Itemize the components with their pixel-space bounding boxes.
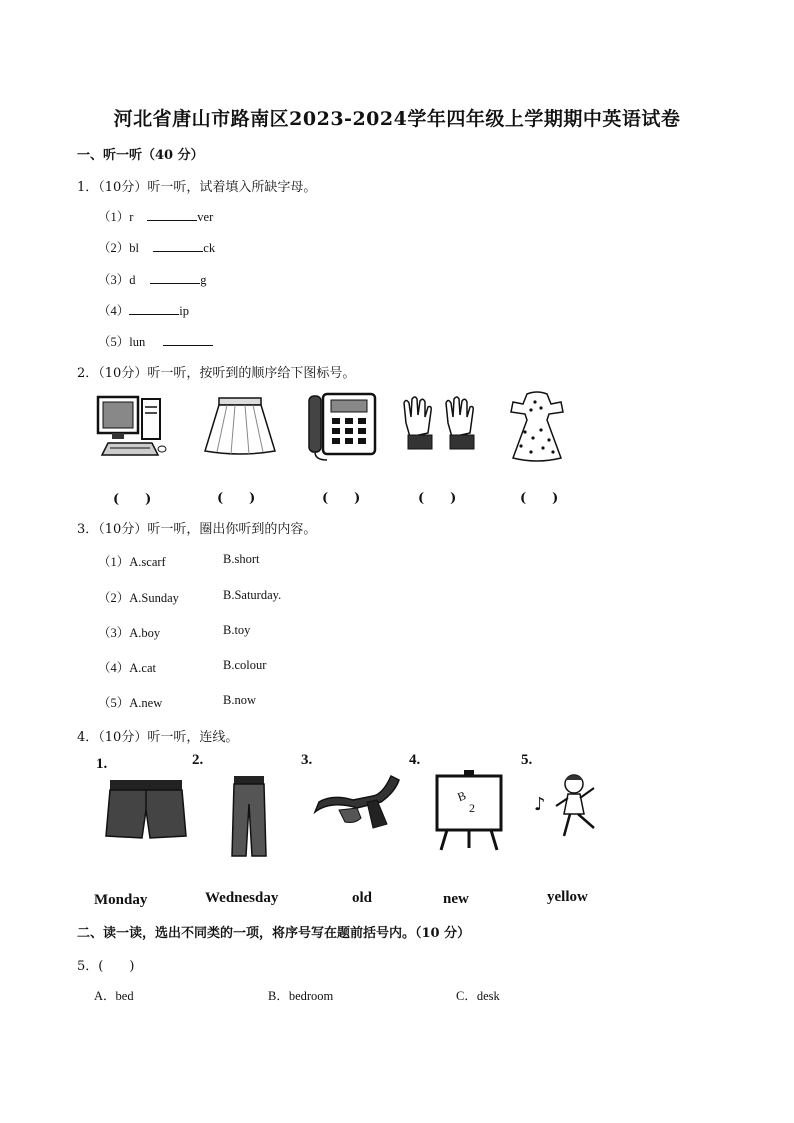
computer-icon — [94, 393, 168, 459]
dress-icon — [505, 388, 569, 464]
q3-option-b-3[interactable]: B.toy — [223, 623, 251, 637]
skirt-icon — [201, 395, 279, 457]
svg-text:2: 2 — [469, 801, 475, 815]
q1-item-5: （5）lun — [98, 332, 213, 350]
question-2-text: 2．（10分）听一听，按听到的顺序给下图标号。 — [77, 366, 356, 381]
question-1-text: 1．（10分）听一听，试着填入所缺字母。 — [77, 180, 317, 195]
q3-option-b-5[interactable]: B.now — [223, 693, 256, 707]
q3-item-2: （2）A.Sunday — [98, 591, 179, 605]
page-title: 河北省唐山市路南区2023-2024学年四年级上学期期中英语试卷 — [113, 108, 681, 130]
answer-blank[interactable] — [153, 239, 203, 252]
singing-girl-icon — [532, 770, 612, 842]
svg-text:♪: ♪ — [534, 794, 546, 815]
scarf-icon — [311, 772, 403, 832]
section-2-heading: 二、读一读，选出不同类的一项，将序号写在题前括号内。（10 分） — [77, 926, 471, 941]
answer-blank[interactable] — [129, 302, 179, 315]
question-3-text: 3．（10分）听一听，圈出你听到的内容。 — [77, 522, 317, 537]
picture-number-3: 3. — [301, 752, 313, 768]
word-monday[interactable]: Monday — [94, 892, 148, 908]
section-1-heading: 一、听一听（40 分） — [77, 148, 204, 163]
word-old[interactable]: old — [352, 890, 373, 906]
picture-number-2: 2. — [192, 752, 204, 768]
pants-icon — [226, 774, 272, 858]
q3-item-4: （4）A.cat — [98, 661, 156, 675]
picture-number-1: 1. — [96, 756, 108, 772]
q5-option-b[interactable]: B．bedroom — [268, 989, 334, 1003]
answer-bracket-1[interactable]: ( ) — [113, 492, 152, 507]
answer-bracket-4[interactable]: ( ) — [418, 491, 457, 506]
word-wednesday[interactable]: Wednesday — [205, 890, 279, 906]
q3-item-5: （5）A.new — [98, 696, 163, 710]
q5-option-a[interactable]: A．bed — [94, 989, 134, 1003]
q3-option-b-1[interactable]: B.short — [223, 552, 260, 566]
q3-item-3: （3）A.boy — [98, 626, 161, 640]
picture-number-5: 5. — [521, 752, 533, 768]
q5-option-c[interactable]: C．desk — [456, 989, 500, 1003]
word-new[interactable]: new — [443, 891, 469, 907]
shorts-icon — [104, 776, 188, 842]
answer-blank[interactable] — [163, 333, 213, 346]
telephone-icon — [305, 390, 381, 462]
blackboard-icon — [433, 768, 505, 852]
answer-bracket-2[interactable]: ( ) — [217, 491, 256, 506]
answer-bracket-3[interactable]: ( ) — [322, 491, 361, 506]
q3-option-b-4[interactable]: B.colour — [223, 658, 267, 672]
question-4-text: 4．（10分）听一听，连线。 — [77, 730, 239, 745]
word-yellow[interactable]: yellow — [547, 889, 588, 905]
q3-option-b-2[interactable]: B.Saturday. — [223, 588, 282, 602]
q1-item-1: （1）r ver — [98, 210, 214, 224]
answer-blank[interactable] — [147, 208, 197, 221]
answer-blank[interactable] — [150, 271, 200, 284]
gloves-icon — [398, 393, 484, 455]
question-5-text[interactable]: 5．( ) — [77, 959, 135, 974]
svg-text:B: B — [455, 788, 468, 805]
q3-item-1: （1）A.scarf — [98, 555, 166, 569]
q1-item-4: （4） ip — [98, 304, 189, 318]
q1-item-3: （3）d g — [98, 273, 207, 287]
picture-number-4: 4. — [409, 752, 421, 768]
q1-item-2: （2）bl ck — [98, 241, 216, 255]
answer-bracket-5[interactable]: ( ) — [520, 491, 559, 506]
